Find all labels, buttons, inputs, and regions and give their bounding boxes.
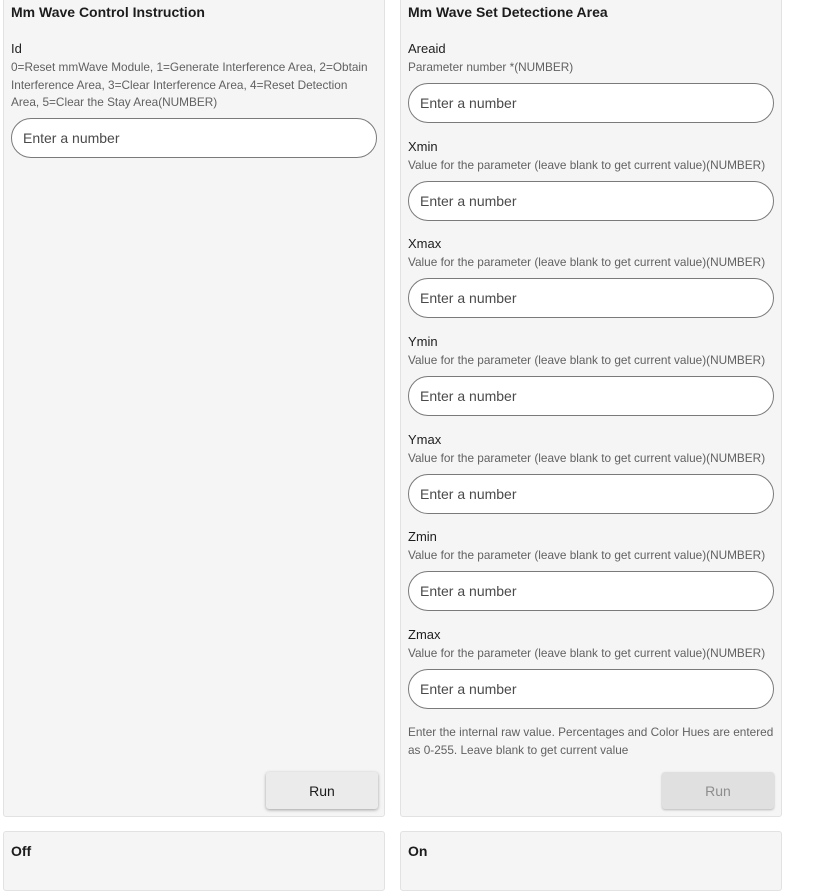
zmax-input[interactable]: [408, 669, 774, 709]
ymax-field: [408, 432, 774, 514]
field-help: Value for the parameter (leave blank to get current value)(NUMBER): [408, 451, 766, 465]
areaid-input[interactable]: [408, 83, 774, 123]
ymax-input[interactable]: [408, 474, 774, 514]
on-card: [400, 831, 782, 891]
run-button[interactable]: Run: [266, 772, 378, 809]
zmax-field: [408, 627, 774, 709]
field-label: Id: [11, 41, 22, 56]
field-help: Value for the parameter (leave blank to get current value)(NUMBER): [408, 646, 766, 660]
field-label: Ymin: [408, 334, 438, 349]
field-help: 0=Reset mmWave Module, 1=Generate Interference Area, 2=Obtain Interference Area, 3=Clear Interference Area, 4=Reset Detection Area, 5=Clear the Stay Area(NUMBER): [11, 60, 368, 109]
zmin-input[interactable]: [408, 571, 774, 611]
xmin-field: [408, 139, 774, 221]
ymin-field: [408, 334, 774, 416]
raw-value-note: Enter the internal raw value. Percentages and Color Hues are entered as 0-255. Leave blank to get current value: [408, 725, 774, 757]
card-title: Off: [11, 843, 32, 859]
field-help: Parameter number *(NUMBER): [408, 60, 574, 74]
ymin-input[interactable]: [408, 376, 774, 416]
id-input[interactable]: [11, 118, 377, 158]
set-detection-area-card: [400, 0, 782, 817]
control-instruction-card: [3, 0, 385, 817]
xmax-field: [408, 236, 774, 318]
field-help: Value for the parameter (leave blank to get current value)(NUMBER): [408, 548, 766, 562]
field-label: Xmax: [408, 236, 442, 251]
field-help: Value for the parameter (leave blank to get current value)(NUMBER): [408, 158, 766, 172]
field-label: Zmax: [408, 627, 441, 642]
field-label: Xmin: [408, 139, 438, 154]
run-button[interactable]: Run: [662, 772, 774, 809]
field-help: Value for the parameter (leave blank to get current value)(NUMBER): [408, 353, 766, 367]
card-title: Mm Wave Control Instruction: [11, 4, 205, 20]
id-field: [11, 41, 377, 158]
field-label: Zmin: [408, 529, 437, 544]
field-label: Ymax: [408, 432, 442, 447]
off-card: [3, 831, 385, 891]
card-title: Mm Wave Set Detectione Area: [408, 4, 608, 20]
field-label: Areaid: [408, 41, 446, 56]
card-title: On: [408, 843, 428, 859]
xmin-input[interactable]: [408, 181, 774, 221]
field-help: Value for the parameter (leave blank to get current value)(NUMBER): [408, 255, 766, 269]
zmin-field: [408, 529, 774, 611]
xmax-input[interactable]: [408, 278, 774, 318]
areaid-field: [408, 41, 774, 123]
